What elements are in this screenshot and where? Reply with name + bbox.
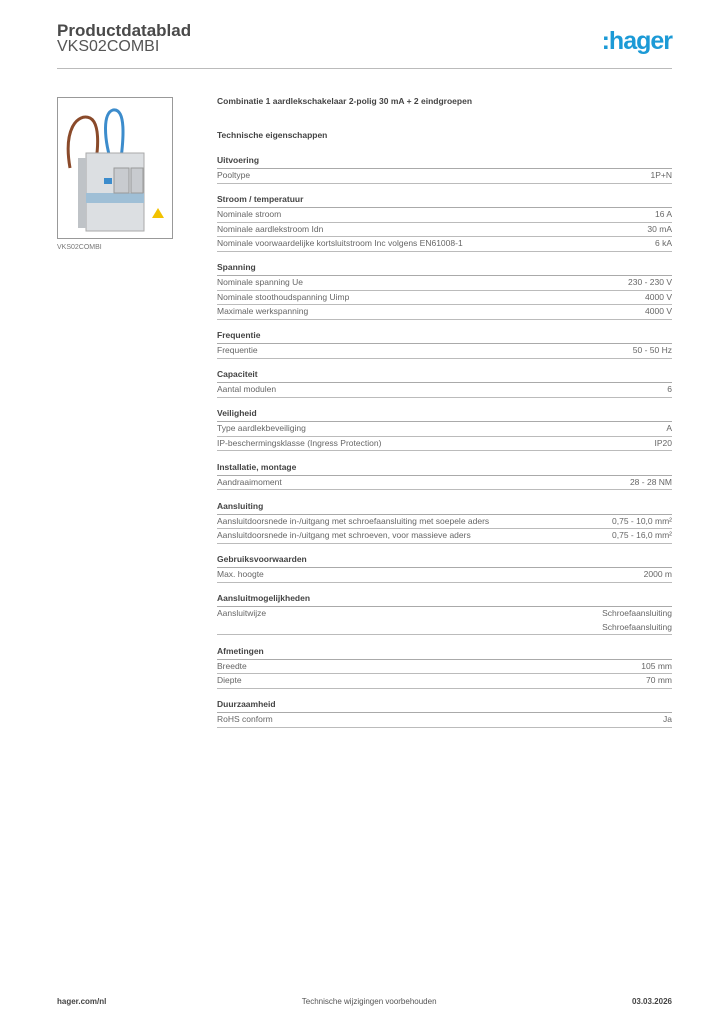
spec-value: 50 - 50 Hz (632, 345, 672, 355)
spec-row (217, 607, 672, 635)
spec-label: RoHS conform (217, 714, 273, 724)
spec-section (217, 367, 672, 398)
spec-section (217, 406, 672, 451)
spec-value: 6 (667, 384, 672, 394)
header-divider (57, 68, 672, 69)
section-title: Aansluitmogelijkheden (217, 591, 672, 607)
spec-row (217, 305, 672, 320)
spec-label: Breedte (217, 660, 247, 671)
spec-label: Type aardlekbeveiliging (217, 423, 306, 433)
spec-label: Aansluitdoorsnede in-/uitgang met schroeven, voor massieve aders (217, 530, 471, 540)
spec-section (217, 552, 672, 583)
product-image (57, 97, 173, 239)
section-title: Duurzaamheid (217, 697, 672, 713)
section-title: Stroom / temperatuur (217, 192, 672, 208)
spec-row (217, 208, 672, 223)
spec-row (217, 437, 672, 452)
spec-value: 4000 V (645, 306, 672, 316)
section-title: Uitvoering (217, 153, 672, 169)
spec-section (217, 697, 672, 728)
spec-value: 4000 V (645, 291, 672, 302)
spec-section (217, 192, 672, 252)
section-title: Spanning (217, 260, 672, 276)
spec-value: Ja (663, 714, 672, 724)
spec-label: Diepte (217, 675, 242, 685)
footer-notice: Technische wijzigingen voorbehouden (301, 997, 437, 1006)
spec-row (217, 568, 672, 583)
spec-label: Nominale spanning Ue (217, 277, 303, 287)
product-code: VKS02COMBI (57, 38, 160, 55)
spec-row (217, 291, 672, 306)
spec-label: Aantal modulen (217, 384, 277, 394)
spec-row (217, 383, 672, 398)
spec-value: A (666, 423, 672, 433)
spec-section (217, 260, 672, 320)
spec-value: IP20 (654, 437, 672, 448)
spec-value: Schroefaansluiting Schroefaansluiting (602, 608, 672, 632)
spec-label: Nominale stoothoudspanning Uimp (217, 291, 350, 302)
spec-row (217, 713, 672, 728)
spec-row (217, 674, 672, 689)
product-description: Combinatie 1 aardlekschakelaar 2-polig 30 mA + 2 eindgroepen (217, 96, 473, 106)
spec-row (217, 237, 672, 252)
spec-value: 1P+N (650, 170, 672, 180)
section-title: Frequentie (217, 328, 672, 344)
spec-section (217, 328, 672, 359)
spec-section (217, 460, 672, 491)
spec-row (217, 529, 672, 544)
spec-row (217, 476, 672, 491)
spec-label: IP-beschermingsklasse (Ingress Protection) (217, 437, 382, 448)
spec-value: 230 - 230 V (628, 277, 672, 287)
spec-section (217, 153, 672, 184)
specifications (217, 96, 672, 736)
spec-section (217, 591, 672, 635)
spec-value: 30 mA (647, 223, 672, 234)
spec-label: Aansluitwijze (217, 608, 267, 618)
hager-logo: :hager (601, 27, 672, 55)
spec-label: Aandraaimoment (217, 476, 282, 487)
spec-value: 16 A (654, 209, 672, 219)
footer-website[interactable]: hager.com/nl (57, 997, 107, 1006)
spec-value: 28 - 28 NM (629, 476, 672, 487)
spec-label: Frequentie (217, 345, 258, 355)
page-title: Productdatablad (57, 21, 192, 40)
spec-section (217, 499, 672, 544)
footer (57, 997, 672, 1006)
image-caption: VKS02COMBI (57, 244, 102, 251)
section-title: Aansluiting (217, 499, 672, 515)
spec-value: 6 kA (654, 238, 672, 248)
spec-section (217, 644, 672, 689)
tech-heading: Technische eigenschappen (217, 130, 328, 140)
spec-value: 105 mm (641, 660, 672, 671)
spec-value: 2000 m (643, 569, 672, 579)
spec-label: Nominale voorwaardelijke kortsluitstroom Inc volgens EN61008-1 (217, 238, 463, 248)
spec-value: 70 mm (646, 675, 672, 685)
spec-label: Nominale stroom (217, 209, 282, 219)
spec-row (217, 422, 672, 437)
spec-value: 0,75 - 16,0 mm² (612, 530, 672, 540)
section-title: Afmetingen (217, 644, 672, 660)
spec-value: 0,75 - 10,0 mm² (612, 515, 672, 526)
spec-label: Max. hoogte (217, 569, 264, 579)
section-title: Installatie, montage (217, 460, 672, 476)
spec-label: Pooltype (217, 170, 251, 180)
spec-row (217, 515, 672, 530)
section-title: Veiligheid (217, 406, 672, 422)
spec-row (217, 276, 672, 291)
section-title: Capaciteit (217, 367, 672, 383)
spec-label: Aansluitdoorsnede in-/uitgang met schroefaansluiting met soepele aders (217, 515, 490, 526)
footer-date: 03.03.2026 (631, 997, 672, 1006)
spec-row (217, 223, 672, 238)
spec-label: Nominale aardlekstroom Idn (217, 223, 324, 234)
spec-row (217, 169, 672, 184)
section-title: Gebruiksvoorwaarden (217, 552, 672, 568)
spec-label: Maximale werkspanning (217, 306, 309, 316)
spec-row (217, 660, 672, 675)
spec-row (217, 344, 672, 359)
